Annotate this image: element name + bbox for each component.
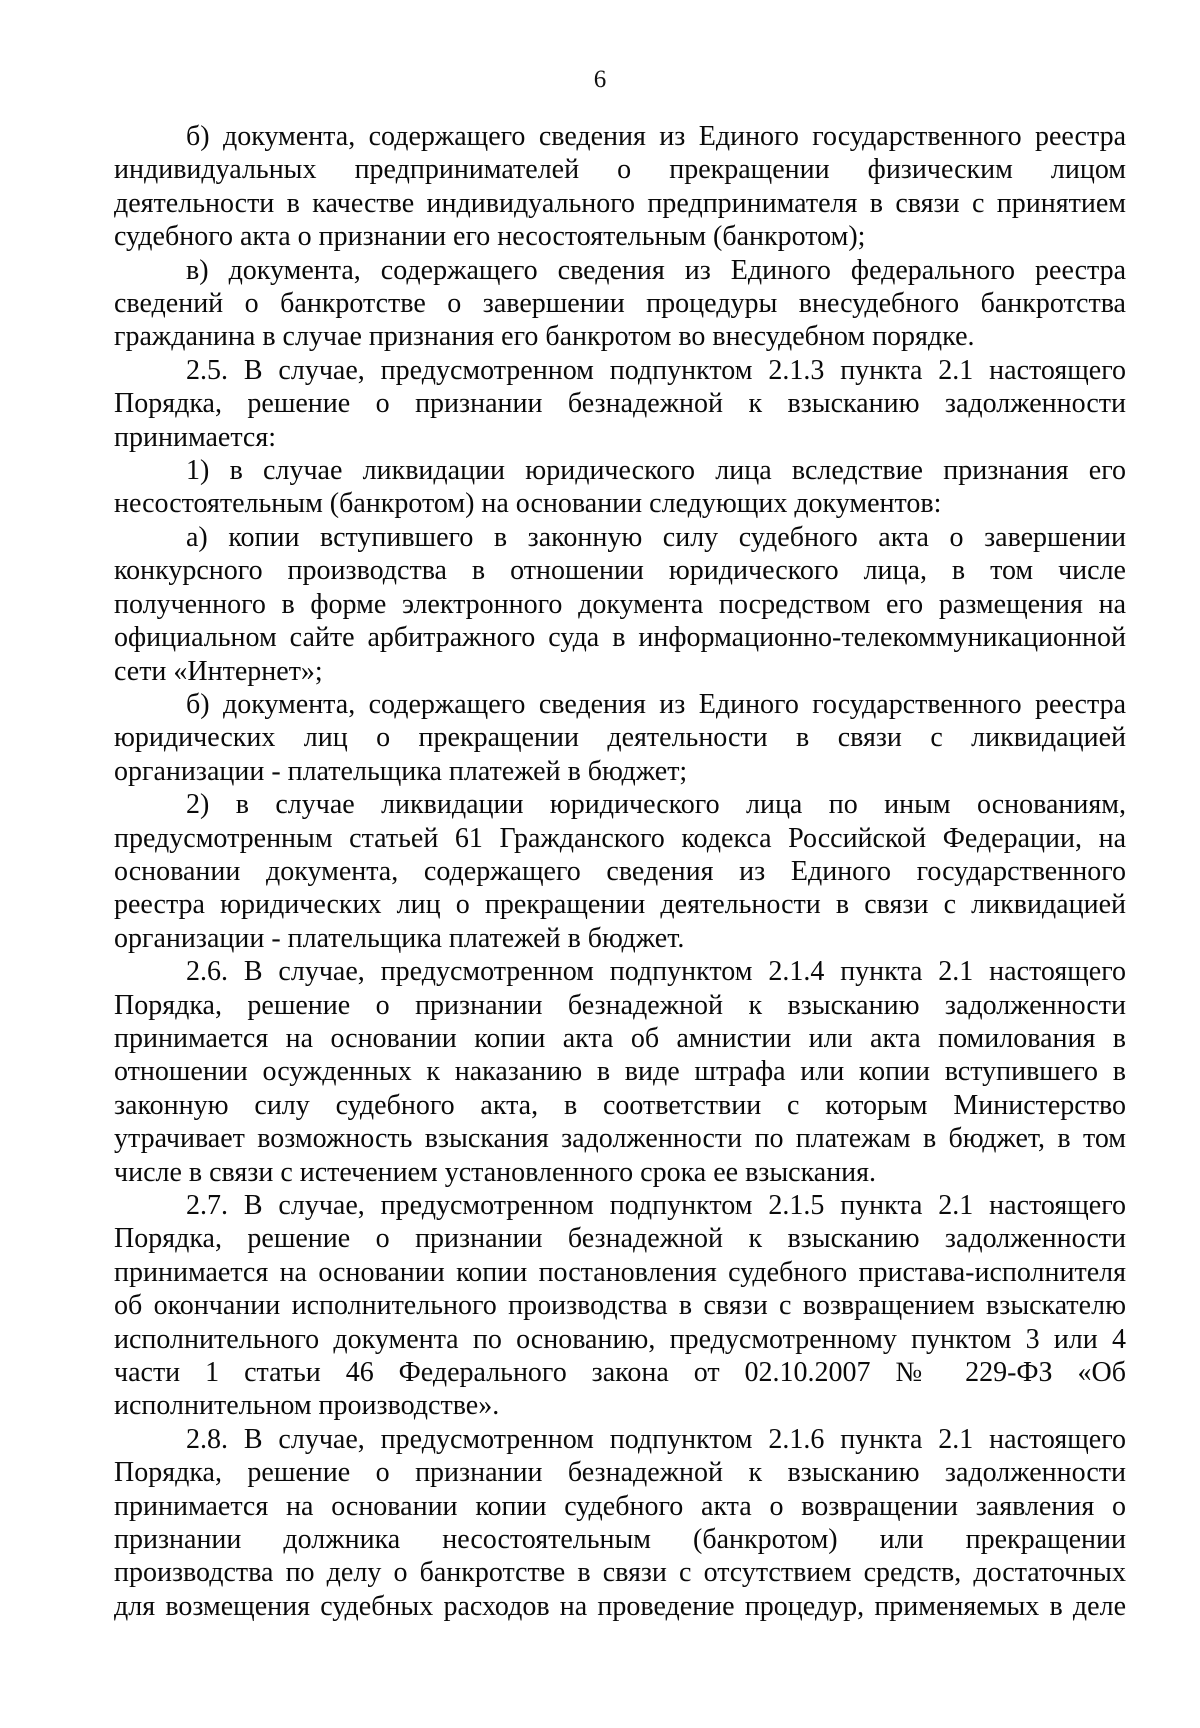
- text-line: 2.8. В случае, предусмотренном подпунктом 2.1.6 пункта 2.1 настоящего: [186, 1423, 1126, 1455]
- text-line: организации - плательщика платежей в бюджет;: [114, 755, 688, 787]
- text-line: в) документа, содержащего сведения из Единого федерального реестра: [186, 254, 1126, 286]
- text-line: принимается:: [114, 421, 276, 453]
- text-line: деятельности в качестве индивидуального предпринимателя в связи с принятием: [114, 187, 1126, 219]
- text-line: принимается на основании копии акта об амнистии или акта помилования в: [114, 1022, 1126, 1054]
- text-line: 1) в случае ликвидации юридического лица вследствие признания его: [186, 455, 1126, 487]
- text-line: 2) в случае ликвидации юридического лица по иным основаниям,: [186, 789, 1126, 821]
- text-line: основании документа, содержащего сведения из Единого государственного: [114, 855, 1126, 887]
- paragraph: [114, 788, 1126, 955]
- text-line: признании должника несостоятельным (банкротом) или прекращении: [114, 1524, 1126, 1556]
- text-line: утрачивает возможность взыскания задолженности по платежам в бюджет, в том: [114, 1123, 1126, 1155]
- text-line: Порядка, решение о признании безнадежной к взысканию задолженности: [114, 388, 1126, 420]
- text-line: 2.7. В случае, предусмотренном подпунктом 2.1.5 пункта 2.1 настоящего: [186, 1190, 1126, 1221]
- text-line: официальном сайте арбитражного суда в информационно-телекоммуникационной: [114, 622, 1126, 654]
- text-line: полученного в форме электронного документа посредством его размещения на: [114, 588, 1126, 620]
- text-line: производства по делу о банкротстве в связи с отсутствием средств, достаточных: [114, 1557, 1126, 1589]
- text-line: юридических лиц о прекращении деятельности в связи с ликвидацией: [114, 722, 1126, 754]
- paragraph: [114, 955, 1126, 1189]
- paragraph: [114, 120, 1126, 254]
- text-line: предусмотренным статьей 61 Гражданского кодекса Российской Федерации, на: [114, 822, 1126, 854]
- text-line: б) документа, содержащего сведения из Единого государственного реестра: [186, 121, 1126, 152]
- paragraph: [114, 1189, 1126, 1423]
- text-line: принимается на основании копии судебного акта о возвращении заявления о: [114, 1490, 1126, 1522]
- text-line: Порядка, решение о признании безнадежной к взысканию задолженности: [114, 1457, 1126, 1489]
- text-line: законную силу судебного акта, в соответствии с которым Министерство: [114, 1089, 1126, 1121]
- text-line: исполнительного документа по основанию, предусмотренному пунктом 3 или 4: [114, 1323, 1126, 1355]
- text-line: а) копии вступившего в законную силу судебного акта о завершении: [186, 521, 1126, 553]
- page-number: 6: [593, 66, 607, 93]
- text-line: гражданина в случае признания его банкротом во внесудебном порядке.: [114, 321, 975, 353]
- text-line: индивидуальных предпринимателей о прекращении физическим лицом: [114, 154, 1126, 186]
- paragraph: [114, 354, 1126, 454]
- text-line: об окончании исполнительного производства в связи с возвращением взыскателю: [114, 1290, 1126, 1322]
- text-line: Порядка, решение о признании безнадежной к взысканию задолженности: [114, 989, 1126, 1021]
- text-line: организации - плательщика платежей в бюджет.: [114, 922, 685, 954]
- text-line: для возмещения судебных расходов на проведение процедур, применяемых в деле: [114, 1590, 1126, 1622]
- text-line: исполнительном производстве».: [114, 1390, 500, 1422]
- paragraph: [114, 1423, 1126, 1623]
- text-line: конкурсного производства в отношении юридического лица, в том числе: [114, 555, 1126, 587]
- paragraph: [114, 521, 1126, 688]
- paragraph: [114, 254, 1126, 354]
- paragraph: [114, 454, 1126, 521]
- text-line: Порядка, решение о признании безнадежной к взысканию задолженности: [114, 1223, 1126, 1255]
- text-line: сети «Интернет»;: [114, 655, 323, 687]
- text-line: принимается на основании копии постановления судебного пристава-исполнителя: [114, 1256, 1126, 1288]
- document-body: [114, 120, 1126, 1623]
- text-line: части 1 статьи 46 Федерального закона от 02.10.2007 № 229-ФЗ «Об: [114, 1357, 1126, 1389]
- text-line: судебного акта о признании его несостоятельным (банкротом);: [114, 221, 866, 253]
- text-line: отношении осужденных к наказанию в виде штрафа или копии вступившего в: [114, 1056, 1126, 1088]
- text-line: несостоятельным (банкротом) на основании следующих документов:: [114, 488, 942, 520]
- text-line: 2.6. В случае, предусмотренном подпунктом 2.1.4 пункта 2.1 настоящего: [186, 956, 1126, 988]
- text-line: сведений о банкротстве о завершении процедуры внесудебного банкротства: [114, 288, 1126, 320]
- text-line: 2.5. В случае, предусмотренном подпунктом 2.1.3 пункта 2.1 настоящего: [186, 354, 1126, 386]
- text-line: реестра юридических лиц о прекращении деятельности в связи с ликвидацией: [114, 889, 1126, 921]
- text-line: б) документа, содержащего сведения из Единого государственного реестра: [186, 688, 1126, 720]
- text-line: числе в связи с истечением установленного срока ее взыскания.: [114, 1156, 877, 1188]
- paragraph: [114, 688, 1126, 788]
